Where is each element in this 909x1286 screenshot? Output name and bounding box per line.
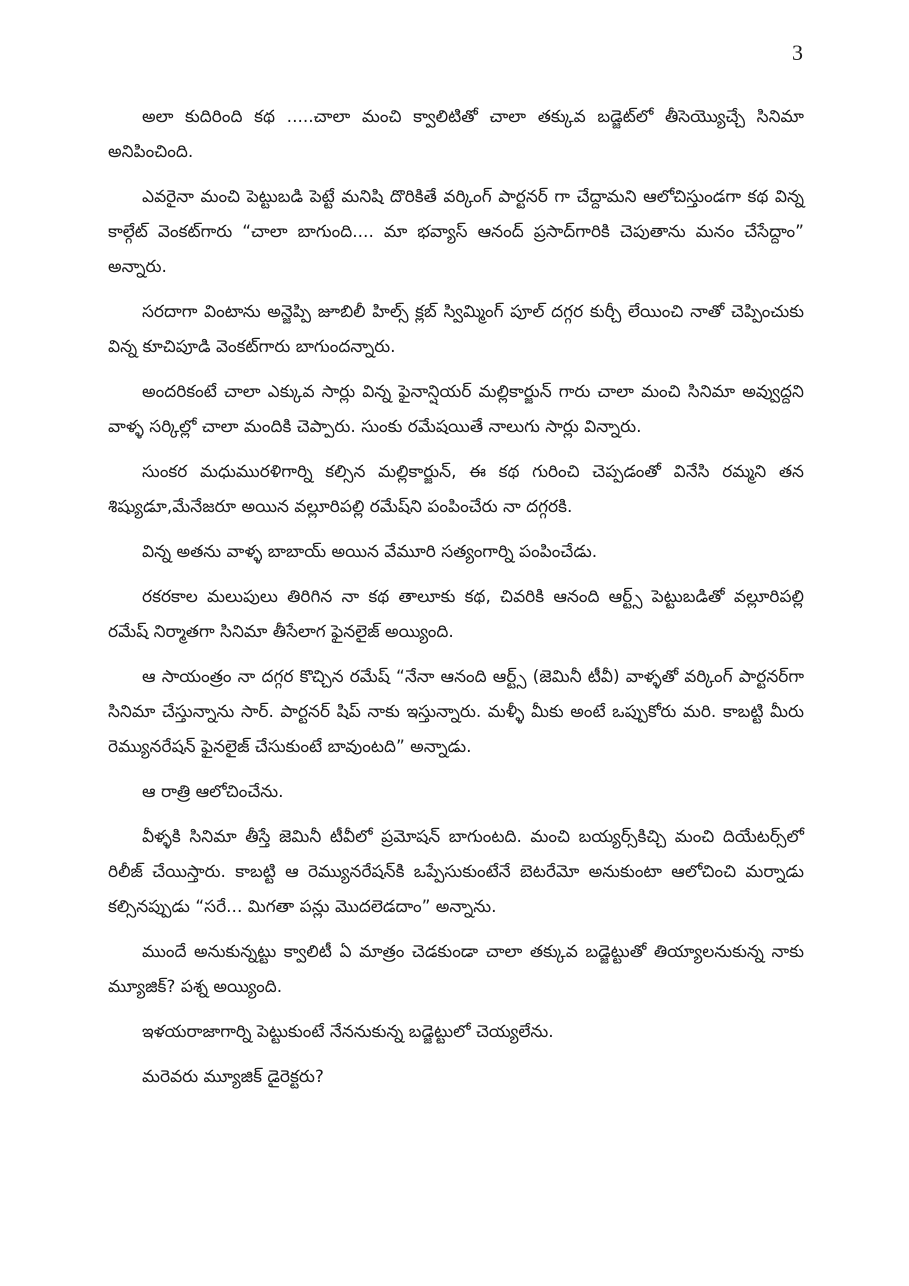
paragraph: ఆ సాయంత్రం నా దగ్గర కొచ్చిన రమేష్ “నేనా ఆనంది ఆర్ట్స్ (జెమినీ టీవీ) వాళ్ళతో వర్కింగ్ పార్టనర్‌గా సినిమా చేస్తున్నాను సార్. పార్టనర్ షిప్ నాకు ఇస్తున్నారు. మళ్ళీ మీకు అంటే ఒప్పుకోరు మరి. కాబట్టి మీరు రెమ్యునరేషన్ ఫైనలైజ్ చేసుకుంటే బావుంటది” అన్నాడు. xyxy=(108,667,804,757)
paragraph: విన్న అతను వాళ్ళ బాబాయ్ అయిన వేమూరి సత్యంగార్ని పంపించేడు. xyxy=(142,542,598,562)
paragraph: రకరకాల మలుపులు తిరిగిన నా కథ తాలూకు కథ, చివరికి ఆనంది ఆర్ట్స్ పెట్టుబడితో వల్లూరిపల్లి రమేష్ నిర్మాతగా సినిమా తీసేలాగ ఫైనలైజ్ అయ్యింది. xyxy=(108,587,804,642)
paragraph: సరదాగా వింటాను అన్జెప్పి జూబిలీ హిల్స్ క్లబ్ స్విమ్మింగ్ పూల్ దగ్గర కుర్చీ లేయించి నాతో చెప్పించుకు విన్న కూచిపూడి వెంకట్‌గారు బాగుందన్నారు. xyxy=(108,302,804,357)
paragraph: ఇళయరాజాగార్ని పెట్టుకుంటే నేననుకున్న బడ్జెట్టులో చెయ్యలేను. xyxy=(142,1022,554,1042)
paragraph: సుంకర మధుమురళిగార్ని కల్సిన మల్లికార్జున్, ఈ కథ గురించి చెప్పడంతో వినేసి రమ్మని తన శిష్యుడూ,మేనేజరూ అయిన వల్లూరిపల్లి రమేష్‌ని పంపించేరు నా దగ్గరకి. xyxy=(108,462,804,517)
body-text xyxy=(108,100,804,1105)
paragraph: ముందే అనుకున్నట్టు క్వాలిటీ ఏ మాత్రం చెడకుండా చాలా తక్కువ బడ్జెట్టుతో తియ్యాలనుకున్న నాకు మ్యూజిక్? పశ్న అయ్యింది. xyxy=(108,942,804,997)
paragraph: ఆ రాత్రి ఆలోచించేను. xyxy=(142,782,284,802)
paragraph: అలా కుదిరింది కథ .....చాలా మంచి క్వాలిటితో చాలా తక్కువ బడ్జెట్‌లో తీసెయ్యొచ్చే సినిమా అనిపించింది. xyxy=(108,107,804,162)
paragraph: మరెవరు మ్యూజిక్ డైరెక్టరు? xyxy=(142,1067,324,1087)
paragraph: అందరికంటే చాలా ఎక్కువ సార్లు విన్న ఫైనాన్షియర్ మల్లికార్జున్ గారు చాలా మంచి సినిమా అవ్వుద్దని వాళ్ళ సర్కిల్లో చాలా మందికి చెప్పారు. సుంకు రమేషయితే నాలుగు సార్లు విన్నారు. xyxy=(108,382,804,437)
paragraph: ఎవరైనా మంచి పెట్టుబడి పెట్టే మనిషి దొరికితే వర్కింగ్ పార్టనర్ గా చేద్దామని ఆలోచిస్తుండగా కథ విన్న కాల్గేట్ వెంకట్‌గారు “చాలా బాగుంది.... మా భవ్యాస్ ఆనంద్ ప్రసాద్‌గారికి చెపుతాను మనం చేసేద్దాం” అన్నారు. xyxy=(108,187,804,277)
paragraph: వీళ్ళకి సినిమా తీస్తే జెమినీ టీవీలో ప్రమోషన్ బాగుంటది. మంచి బయ్యర్స్‌కిచ్చి మంచి దియేటర్స్‌లో రిలీజ్ చేయిస్తారు. కాబట్టి ఆ రెమ్యునరేషన్‌కి ఒప్పేసుకుంటేనే బెటరేమో అనుకుంటా ఆలోచించి మర్నాడు కల్సినప్పుడు “సరే... మిగతా పన్లు మొదలెడదాం” అన్నాను. xyxy=(108,827,804,917)
page-number: 3 xyxy=(792,40,803,65)
